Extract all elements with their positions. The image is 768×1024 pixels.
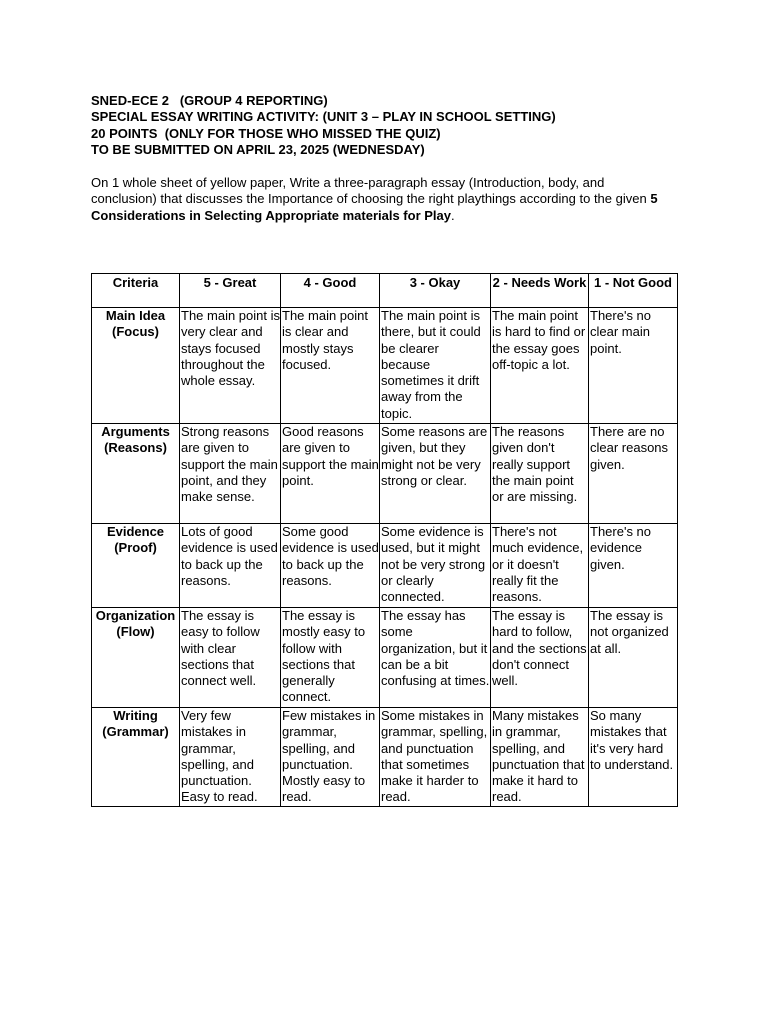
table-row bbox=[92, 608, 678, 708]
instructions-text: On 1 whole sheet of yellow paper, Write a three-paragraph essay (Introduction, body, and conclusion) that discusses the Importance of choosing the right playthings according to the given bbox=[91, 175, 651, 207]
instructions-end: . bbox=[451, 207, 455, 223]
rubric-cell: There are no clear reasons given. bbox=[589, 424, 678, 524]
rubric-cell: There's no clear main point. bbox=[589, 308, 678, 424]
rubric-cell: There's no evidence given. bbox=[589, 524, 678, 608]
rubric-cell: There's not much evidence, or it doesn't really fit the reasons. bbox=[491, 524, 589, 608]
header-score-1: 1 - Not Good bbox=[589, 274, 678, 308]
course-line: SNED-ECE 2 (GROUP 4 REPORTING) bbox=[91, 93, 328, 108]
rubric-cell: The essay is easy to follow with clear sections that connect well. bbox=[180, 608, 281, 708]
table-row bbox=[92, 424, 678, 524]
instructions-paragraph bbox=[91, 175, 661, 224]
table-row bbox=[92, 308, 678, 424]
header-score-3: 3 - Okay bbox=[380, 274, 491, 308]
criteria-cell: Main Idea (Focus) bbox=[92, 308, 180, 424]
instructions-bold-text: 5 Considerations in Selecting Appropriate materials for Play bbox=[91, 191, 658, 223]
rubric-cell: Strong reasons are given to support the main point, and they make sense. bbox=[180, 424, 281, 524]
criteria-cell: Organization (Flow) bbox=[92, 608, 180, 708]
criteria-cell: Evidence (Proof) bbox=[92, 524, 180, 608]
rubric-cell: Lots of good evidence is used to back up the reasons. bbox=[180, 524, 281, 608]
document-header bbox=[91, 93, 556, 158]
criteria-cell: Writing (Grammar) bbox=[92, 708, 180, 807]
header-criteria: Criteria bbox=[92, 274, 180, 308]
rubric-cell: Some evidence is used, but it might not be very strong or clearly connected. bbox=[380, 524, 491, 608]
table-row bbox=[92, 708, 678, 807]
rubric-cell: The main point is hard to find or the essay goes off-topic a lot. bbox=[491, 308, 589, 424]
table-row bbox=[92, 524, 678, 608]
rubric-cell: Few mistakes in grammar, spelling, and punctuation. Mostly easy to read. bbox=[281, 708, 380, 807]
header-score-2: 2 - Needs Work bbox=[491, 274, 589, 308]
criteria-cell: Arguments (Reasons) bbox=[92, 424, 180, 524]
activity-title: SPECIAL ESSAY WRITING ACTIVITY: (UNIT 3 – PLAY IN SCHOOL SETTING) bbox=[91, 109, 556, 125]
rubric-cell: The main point is very clear and stays focused throughout the whole essay. bbox=[180, 308, 281, 424]
rubric-cell: Very few mistakes in grammar, spelling, and punctuation. Easy to read. bbox=[180, 708, 281, 807]
rubric-table bbox=[91, 273, 678, 807]
rubric-cell: The essay is mostly easy to follow with sections that generally connect. bbox=[281, 608, 380, 708]
rubric-cell: So many mistakes that it's very hard to understand. bbox=[589, 708, 678, 807]
table-header-row bbox=[92, 274, 678, 308]
rubric-cell: Many mistakes in grammar, spelling, and punctuation that make it hard to read. bbox=[491, 708, 589, 807]
points-line: 20 POINTS (ONLY FOR THOSE WHO MISSED THE QUIZ) bbox=[91, 125, 441, 141]
rubric-cell: The essay is not organized at all. bbox=[589, 608, 678, 708]
rubric-cell: Some mistakes in grammar, spelling, and punctuation that sometimes make it harder to read. bbox=[380, 708, 491, 807]
rubric-cell: The main point is clear and mostly stays focused. bbox=[281, 308, 380, 424]
header-score-4: 4 - Good bbox=[281, 274, 380, 308]
rubric-cell: The reasons given don't really support the main point or are missing. bbox=[491, 424, 589, 524]
rubric-cell: Some good evidence is used to back up the reasons. bbox=[281, 524, 380, 608]
rubric-cell: The essay is hard to follow, and the sections don't connect well. bbox=[491, 608, 589, 708]
rubric-cell: The essay has some organization, but it can be a bit confusing at times. bbox=[380, 608, 491, 708]
rubric-cell: Some reasons are given, but they might not be very strong or clear. bbox=[380, 424, 491, 524]
rubric-cell: The main point is there, but it could be clearer because sometimes it drift away from the topic. bbox=[380, 308, 491, 424]
header-score-5: 5 - Great bbox=[180, 274, 281, 308]
due-date-line: TO BE SUBMITTED ON APRIL 23, 2025 (WEDNESDAY) bbox=[91, 141, 425, 157]
rubric-cell: Good reasons are given to support the main point. bbox=[281, 424, 380, 524]
